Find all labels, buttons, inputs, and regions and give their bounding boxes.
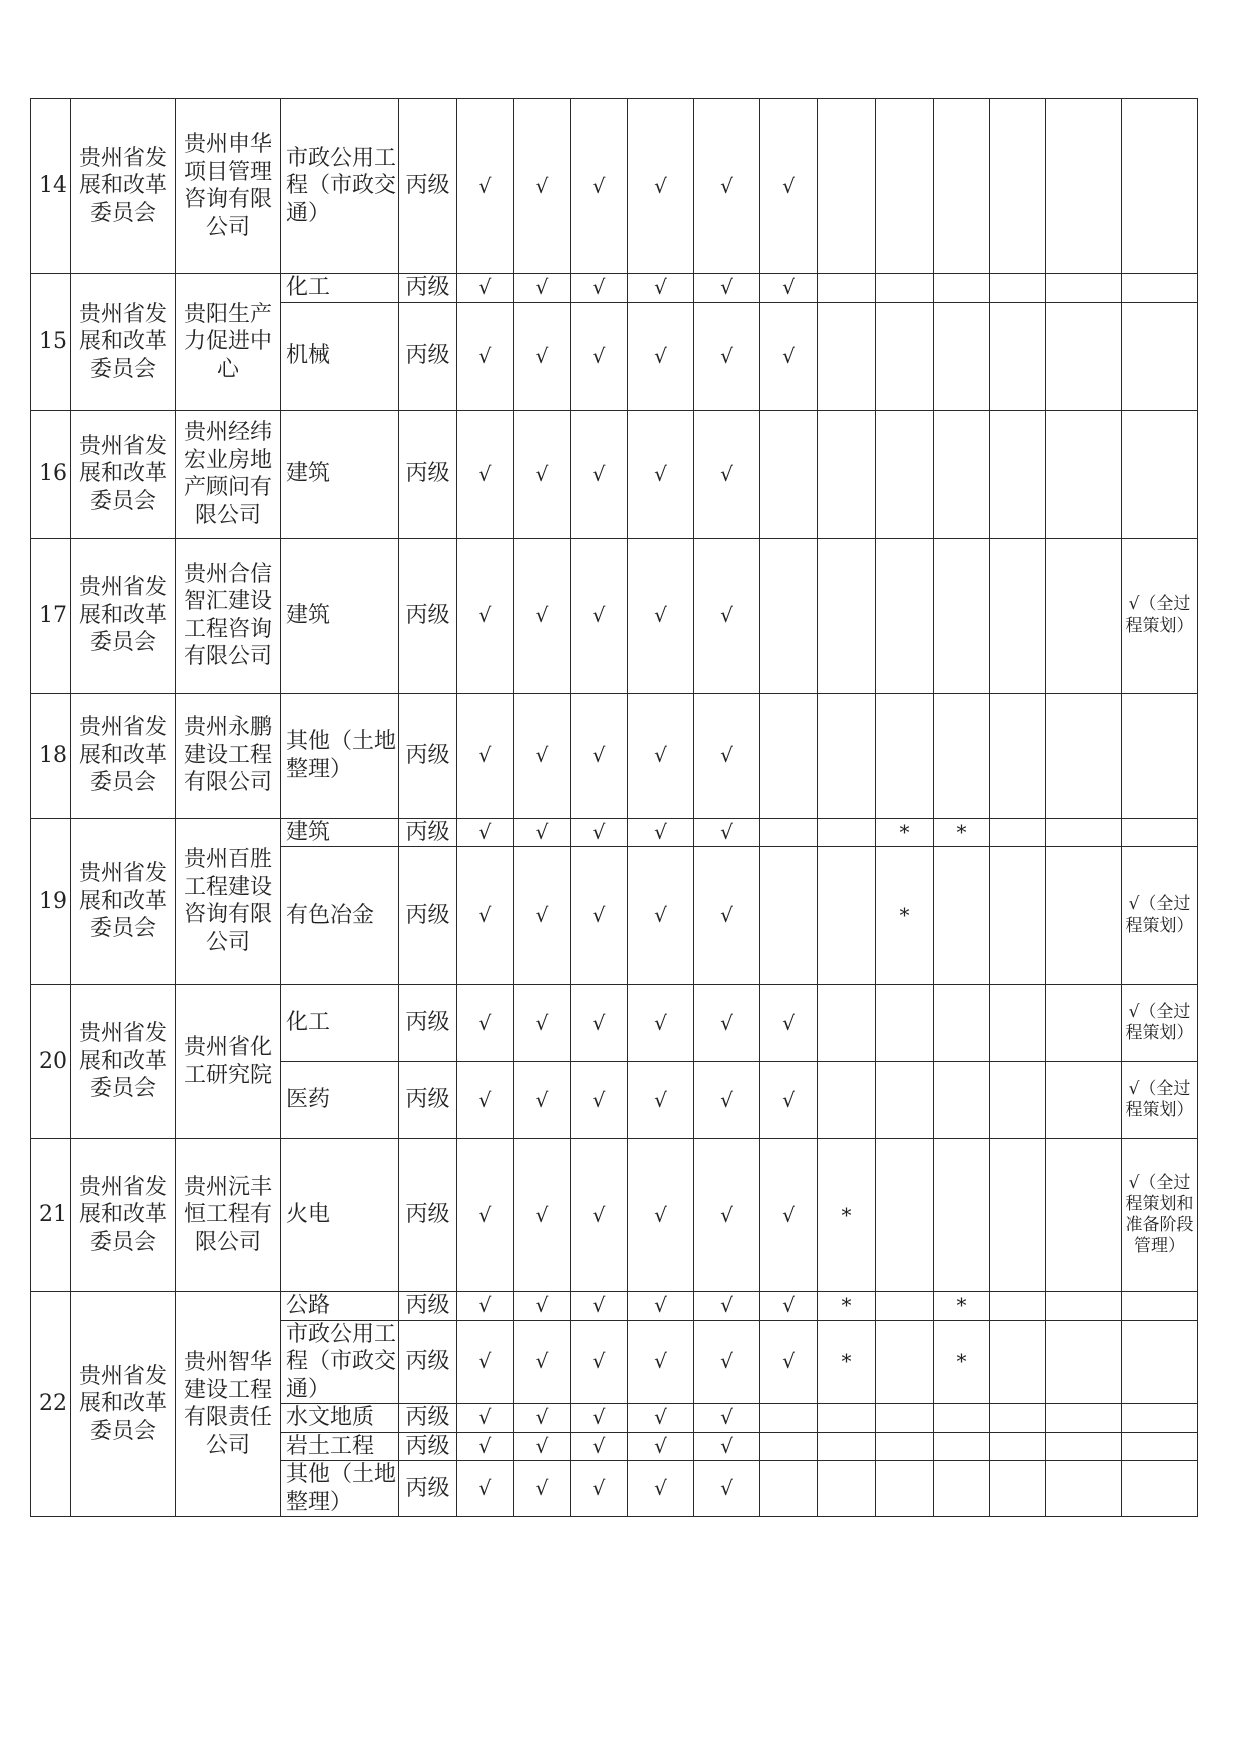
table-row: [31, 274, 1198, 303]
specialty: 医药: [281, 1062, 399, 1139]
specialty: 建筑: [281, 410, 399, 538]
mark-cell: [990, 1432, 1046, 1461]
mark-cell: √: [457, 1139, 514, 1292]
mark-cell: [876, 99, 934, 274]
mark-cell: [1046, 538, 1122, 693]
mark-cell: [760, 847, 818, 985]
mark-cell: [1046, 847, 1122, 985]
department-name: 贵州省发展和改革委员会: [71, 274, 176, 411]
mark-cell: [876, 693, 934, 818]
mark-cell: [1046, 1432, 1122, 1461]
mark-cell: [876, 410, 934, 538]
note-cell: [1122, 693, 1198, 818]
qualification-table: [30, 98, 1198, 1517]
note-cell: [1122, 818, 1198, 847]
mark-cell: √: [694, 1404, 760, 1433]
mark-cell: [876, 1139, 934, 1292]
mark-cell: √: [571, 1062, 628, 1139]
department-name: 贵州省发展和改革委员会: [71, 985, 176, 1139]
mark-cell: √: [694, 274, 760, 303]
row-number: 15: [31, 274, 71, 411]
mark-cell: √: [571, 99, 628, 274]
mark-cell: √: [457, 818, 514, 847]
mark-cell: √: [760, 99, 818, 274]
grade: 丙级: [399, 274, 457, 303]
specialty: 机械: [281, 302, 399, 410]
mark-cell: √: [760, 302, 818, 410]
mark-cell: [1046, 818, 1122, 847]
note-cell: [1122, 410, 1198, 538]
mark-cell: [934, 693, 990, 818]
mark-cell: *: [818, 1320, 876, 1404]
specialty: 化工: [281, 274, 399, 303]
specialty: 有色冶金: [281, 847, 399, 985]
mark-cell: √: [694, 1062, 760, 1139]
mark-cell: √: [760, 274, 818, 303]
mark-cell: [990, 1139, 1046, 1292]
mark-cell: √: [694, 1461, 760, 1517]
mark-cell: √: [628, 1062, 694, 1139]
mark-cell: √: [571, 693, 628, 818]
mark-cell: [876, 538, 934, 693]
note-cell: [1122, 302, 1198, 410]
mark-cell: √: [514, 985, 571, 1062]
mark-cell: √: [694, 1432, 760, 1461]
mark-cell: [934, 274, 990, 303]
note-cell: √（全过程策划和准备阶段管理）: [1122, 1139, 1198, 1292]
mark-cell: √: [571, 410, 628, 538]
mark-cell: √: [514, 1432, 571, 1461]
specialty: 岩土工程: [281, 1432, 399, 1461]
grade: 丙级: [399, 847, 457, 985]
mark-cell: [990, 99, 1046, 274]
mark-cell: √: [694, 985, 760, 1062]
organization-name: 贵州经纬宏业房地产顾问有限公司: [176, 410, 281, 538]
mark-cell: √: [514, 1062, 571, 1139]
mark-cell: √: [571, 302, 628, 410]
mark-cell: [760, 1404, 818, 1433]
grade: 丙级: [399, 1320, 457, 1404]
mark-cell: √: [514, 1320, 571, 1404]
organization-name: 贵州百胜工程建设咨询有限公司: [176, 818, 281, 985]
department-name: 贵州省发展和改革委员会: [71, 1292, 176, 1517]
grade: 丙级: [399, 538, 457, 693]
mark-cell: [760, 1432, 818, 1461]
mark-cell: [990, 302, 1046, 410]
mark-cell: √: [457, 410, 514, 538]
mark-cell: [990, 1404, 1046, 1433]
mark-cell: √: [514, 1461, 571, 1517]
organization-name: 贵州省化工研究院: [176, 985, 281, 1139]
mark-cell: √: [694, 538, 760, 693]
mark-cell: [876, 1432, 934, 1461]
mark-cell: [876, 1320, 934, 1404]
note-cell: [1122, 274, 1198, 303]
mark-cell: √: [457, 274, 514, 303]
mark-cell: √: [571, 847, 628, 985]
mark-cell: √: [628, 818, 694, 847]
note-cell: √（全过程策划）: [1122, 847, 1198, 985]
mark-cell: *: [934, 1292, 990, 1321]
grade: 丙级: [399, 1139, 457, 1292]
mark-cell: √: [514, 302, 571, 410]
row-number: 16: [31, 410, 71, 538]
mark-cell: [934, 410, 990, 538]
mark-cell: √: [628, 410, 694, 538]
organization-name: 贵州申华项目管理咨询有限公司: [176, 99, 281, 274]
grade: 丙级: [399, 693, 457, 818]
mark-cell: *: [876, 818, 934, 847]
mark-cell: [990, 1062, 1046, 1139]
organization-name: 贵州沅丰恒工程有限公司: [176, 1139, 281, 1292]
organization-name: 贵州合信智汇建设工程咨询有限公司: [176, 538, 281, 693]
mark-cell: [818, 693, 876, 818]
mark-cell: [934, 1139, 990, 1292]
mark-cell: √: [694, 1320, 760, 1404]
mark-cell: √: [457, 1461, 514, 1517]
mark-cell: *: [934, 1320, 990, 1404]
mark-cell: [990, 1461, 1046, 1517]
mark-cell: [1046, 410, 1122, 538]
mark-cell: √: [514, 1404, 571, 1433]
mark-cell: [876, 1292, 934, 1321]
mark-cell: [760, 693, 818, 818]
mark-cell: [818, 538, 876, 693]
grade: 丙级: [399, 1461, 457, 1517]
mark-cell: [934, 985, 990, 1062]
mark-cell: √: [571, 1292, 628, 1321]
table-row: [31, 538, 1198, 693]
mark-cell: √: [457, 302, 514, 410]
table-row: [31, 1292, 1198, 1321]
mark-cell: √: [514, 693, 571, 818]
mark-cell: [760, 410, 818, 538]
mark-cell: [990, 818, 1046, 847]
mark-cell: √: [457, 538, 514, 693]
department-name: 贵州省发展和改革委员会: [71, 410, 176, 538]
department-name: 贵州省发展和改革委员会: [71, 818, 176, 985]
mark-cell: [990, 847, 1046, 985]
grade: 丙级: [399, 985, 457, 1062]
mark-cell: [990, 693, 1046, 818]
mark-cell: √: [760, 1139, 818, 1292]
mark-cell: √: [457, 1062, 514, 1139]
department-name: 贵州省发展和改革委员会: [71, 538, 176, 693]
mark-cell: √: [457, 1432, 514, 1461]
mark-cell: √: [571, 1461, 628, 1517]
table-row: [31, 410, 1198, 538]
mark-cell: √: [628, 1139, 694, 1292]
row-number: 20: [31, 985, 71, 1139]
mark-cell: √: [694, 1139, 760, 1292]
mark-cell: [876, 985, 934, 1062]
organization-name: 贵阳生产力促进中心: [176, 274, 281, 411]
specialty: 市政公用工程（市政交通）: [281, 1320, 399, 1404]
mark-cell: [818, 985, 876, 1062]
mark-cell: [1046, 1139, 1122, 1292]
mark-cell: [934, 1404, 990, 1433]
note-cell: [1122, 1432, 1198, 1461]
mark-cell: √: [571, 1404, 628, 1433]
mark-cell: √: [571, 274, 628, 303]
grade: 丙级: [399, 410, 457, 538]
row-number: 19: [31, 818, 71, 985]
note-cell: √（全过程策划）: [1122, 985, 1198, 1062]
mark-cell: [934, 302, 990, 410]
mark-cell: √: [571, 1320, 628, 1404]
mark-cell: [818, 274, 876, 303]
mark-cell: √: [457, 99, 514, 274]
mark-cell: *: [818, 1292, 876, 1321]
mark-cell: [818, 99, 876, 274]
table-row: [31, 818, 1198, 847]
mark-cell: √: [694, 410, 760, 538]
mark-cell: √: [457, 847, 514, 985]
mark-cell: [818, 847, 876, 985]
mark-cell: [934, 1461, 990, 1517]
mark-cell: [934, 1062, 990, 1139]
mark-cell: [1046, 274, 1122, 303]
mark-cell: [1046, 99, 1122, 274]
mark-cell: √: [694, 693, 760, 818]
mark-cell: √: [694, 99, 760, 274]
grade: 丙级: [399, 1062, 457, 1139]
mark-cell: [1046, 1461, 1122, 1517]
mark-cell: [876, 1461, 934, 1517]
mark-cell: [990, 274, 1046, 303]
mark-cell: √: [694, 1292, 760, 1321]
mark-cell: [1046, 1062, 1122, 1139]
specialty: 建筑: [281, 818, 399, 847]
mark-cell: [760, 1461, 818, 1517]
mark-cell: √: [628, 1432, 694, 1461]
mark-cell: [990, 410, 1046, 538]
specialty: 化工: [281, 985, 399, 1062]
mark-cell: [1046, 1404, 1122, 1433]
grade: 丙级: [399, 1404, 457, 1433]
mark-cell: √: [571, 1139, 628, 1292]
mark-cell: √: [760, 1292, 818, 1321]
row-number: 18: [31, 693, 71, 818]
mark-cell: [876, 1404, 934, 1433]
mark-cell: √: [514, 410, 571, 538]
mark-cell: [934, 99, 990, 274]
mark-cell: √: [628, 1320, 694, 1404]
mark-cell: √: [514, 818, 571, 847]
grade: 丙级: [399, 302, 457, 410]
note-cell: [1122, 99, 1198, 274]
mark-cell: [990, 985, 1046, 1062]
mark-cell: √: [760, 1320, 818, 1404]
organization-name: 贵州智华建设工程有限责任公司: [176, 1292, 281, 1517]
grade: 丙级: [399, 99, 457, 274]
mark-cell: [934, 847, 990, 985]
note-cell: [1122, 1320, 1198, 1404]
note-cell: [1122, 1404, 1198, 1433]
note-cell: [1122, 1292, 1198, 1321]
mark-cell: √: [628, 99, 694, 274]
row-number: 14: [31, 99, 71, 274]
mark-cell: [1046, 985, 1122, 1062]
mark-cell: [990, 538, 1046, 693]
mark-cell: √: [694, 302, 760, 410]
mark-cell: [818, 1432, 876, 1461]
mark-cell: √: [628, 274, 694, 303]
table-row: [31, 693, 1198, 818]
mark-cell: [818, 818, 876, 847]
mark-cell: √: [628, 985, 694, 1062]
mark-cell: [818, 1461, 876, 1517]
specialty: 公路: [281, 1292, 399, 1321]
mark-cell: √: [628, 1292, 694, 1321]
specialty: 其他（土地整理）: [281, 1461, 399, 1517]
department-name: 贵州省发展和改革委员会: [71, 693, 176, 818]
mark-cell: √: [457, 1320, 514, 1404]
mark-cell: *: [818, 1139, 876, 1292]
mark-cell: √: [760, 985, 818, 1062]
mark-cell: [876, 1062, 934, 1139]
grade: 丙级: [399, 818, 457, 847]
note-cell: √（全过程策划）: [1122, 538, 1198, 693]
mark-cell: √: [514, 99, 571, 274]
row-number: 21: [31, 1139, 71, 1292]
mark-cell: √: [514, 847, 571, 985]
mark-cell: √: [514, 274, 571, 303]
mark-cell: √: [514, 1139, 571, 1292]
mark-cell: [760, 818, 818, 847]
mark-cell: √: [457, 693, 514, 818]
grade: 丙级: [399, 1432, 457, 1461]
note-cell: √（全过程策划）: [1122, 1062, 1198, 1139]
organization-name: 贵州永鹏建设工程有限公司: [176, 693, 281, 818]
specialty: 水文地质: [281, 1404, 399, 1433]
mark-cell: [818, 1062, 876, 1139]
mark-cell: √: [628, 302, 694, 410]
row-number: 17: [31, 538, 71, 693]
mark-cell: √: [514, 1292, 571, 1321]
mark-cell: [876, 302, 934, 410]
grade: 丙级: [399, 1292, 457, 1321]
mark-cell: [1046, 1320, 1122, 1404]
mark-cell: √: [571, 818, 628, 847]
mark-cell: √: [571, 1432, 628, 1461]
mark-cell: [990, 1292, 1046, 1321]
mark-cell: √: [571, 538, 628, 693]
department-name: 贵州省发展和改革委员会: [71, 1139, 176, 1292]
mark-cell: [818, 1404, 876, 1433]
specialty: 火电: [281, 1139, 399, 1292]
specialty: 市政公用工程（市政交通）: [281, 99, 399, 274]
mark-cell: √: [457, 1292, 514, 1321]
mark-cell: [1046, 302, 1122, 410]
mark-cell: [934, 538, 990, 693]
table-row: [31, 985, 1198, 1062]
mark-cell: [760, 538, 818, 693]
mark-cell: √: [628, 847, 694, 985]
mark-cell: [876, 274, 934, 303]
mark-cell: √: [694, 847, 760, 985]
specialty: 其他（土地整理）: [281, 693, 399, 818]
mark-cell: [818, 302, 876, 410]
row-number: 22: [31, 1292, 71, 1517]
mark-cell: [934, 1432, 990, 1461]
mark-cell: *: [876, 847, 934, 985]
mark-cell: √: [457, 1404, 514, 1433]
mark-cell: √: [628, 693, 694, 818]
mark-cell: √: [628, 1404, 694, 1433]
mark-cell: [1046, 1292, 1122, 1321]
mark-cell: √: [571, 985, 628, 1062]
specialty: 建筑: [281, 538, 399, 693]
mark-cell: [1046, 693, 1122, 818]
mark-cell: [818, 410, 876, 538]
mark-cell: √: [457, 985, 514, 1062]
mark-cell: √: [628, 538, 694, 693]
mark-cell: √: [760, 1062, 818, 1139]
table-row: [31, 99, 1198, 274]
mark-cell: √: [694, 818, 760, 847]
mark-cell: √: [628, 1461, 694, 1517]
department-name: 贵州省发展和改革委员会: [71, 99, 176, 274]
mark-cell: √: [514, 538, 571, 693]
mark-cell: [990, 1320, 1046, 1404]
note-cell: [1122, 1461, 1198, 1517]
table-row: [31, 1139, 1198, 1292]
mark-cell: *: [934, 818, 990, 847]
